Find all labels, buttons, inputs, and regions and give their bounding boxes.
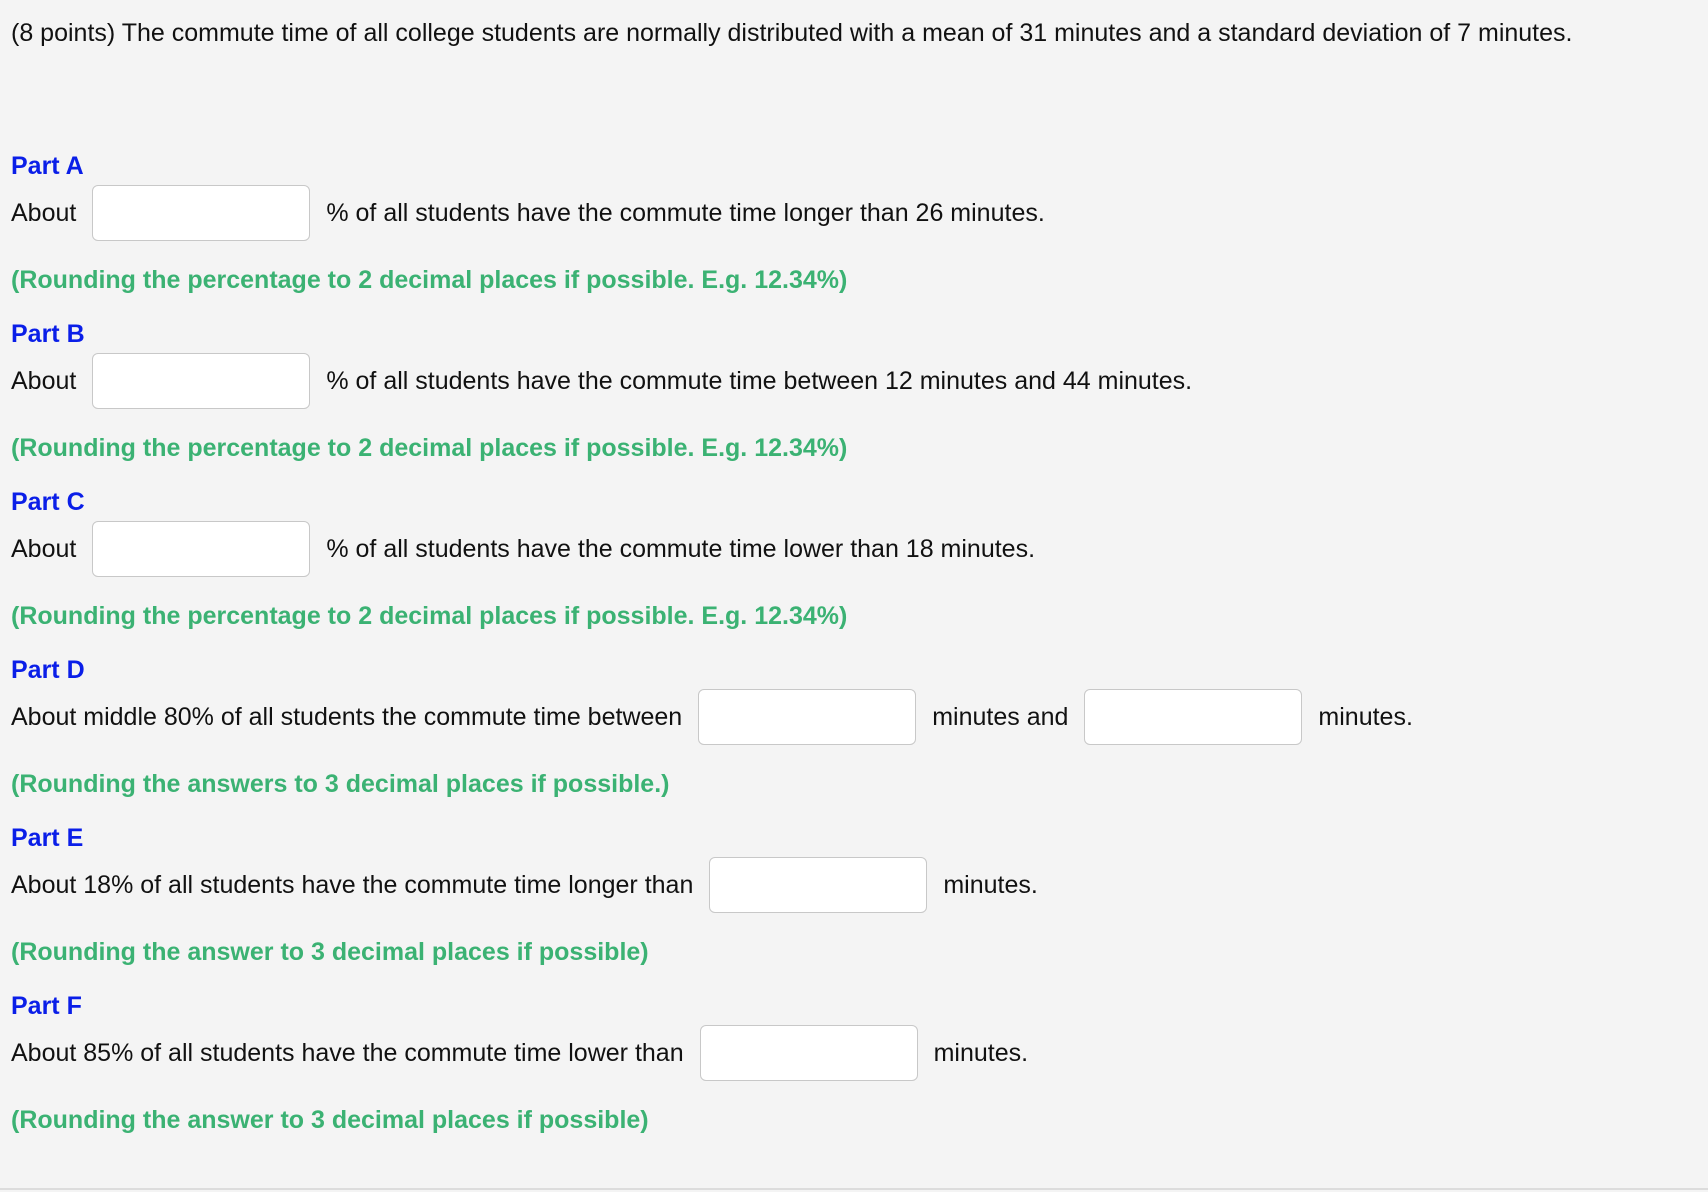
part-e-title: Part E: [11, 824, 84, 852]
part-c-prefix: About: [11, 534, 77, 563]
part-b-suffix: % of all students have the commute time between 12 minutes and 44 minutes.: [326, 366, 1193, 395]
part-c-suffix: % of all students have the commute time lower than 18 minutes.: [326, 534, 1036, 563]
part-d-lower-input[interactable]: [698, 689, 916, 745]
part-a-title: Part A: [11, 152, 84, 180]
bottom-divider: [0, 1188, 1708, 1190]
part-a-suffix: % of all students have the commute time longer than 26 minutes.: [326, 198, 1045, 227]
part-b-answer-input[interactable]: [92, 353, 310, 409]
part-a-hint: (Rounding the percentage to 2 decimal places if possible. E.g. 12.34%): [11, 266, 848, 294]
part-e-prefix: About 18% of all students have the commute time longer than: [11, 870, 694, 899]
part-c-title: Part C: [11, 488, 85, 516]
part-b-question: [11, 353, 1192, 409]
part-f-suffix: minutes.: [933, 1038, 1029, 1067]
part-a-prefix: About: [11, 198, 77, 227]
part-f-title: Part F: [11, 992, 82, 1020]
part-d-title: Part D: [11, 656, 85, 684]
part-b-title: Part B: [11, 320, 85, 348]
part-e-question: [11, 857, 1038, 913]
part-c-hint: (Rounding the percentage to 2 decimal places if possible. E.g. 12.34%): [11, 602, 848, 630]
part-c-question: [11, 521, 1035, 577]
part-a-answer-input[interactable]: [92, 185, 310, 241]
part-f-question: [11, 1025, 1028, 1081]
part-e-answer-input[interactable]: [709, 857, 927, 913]
part-f-hint: (Rounding the answer to 3 decimal places if possible): [11, 1106, 649, 1134]
part-a-question: [11, 185, 1045, 241]
problem-statement: (8 points) The commute time of all college students are normally distributed with a mean of 31 minutes and a standard deviation of 7 minutes.: [11, 19, 1573, 47]
part-d-middle: minutes and: [932, 702, 1069, 731]
part-e-hint: (Rounding the answer to 3 decimal places if possible): [11, 938, 649, 966]
part-d-hint: (Rounding the answers to 3 decimal places if possible.): [11, 770, 670, 798]
part-b-prefix: About: [11, 366, 77, 395]
part-b-hint: (Rounding the percentage to 2 decimal places if possible. E.g. 12.34%): [11, 434, 848, 462]
part-d-suffix: minutes.: [1318, 702, 1413, 731]
part-d-question: [11, 689, 1413, 745]
part-f-prefix: About 85% of all students have the commute time lower than: [11, 1038, 684, 1067]
part-c-answer-input[interactable]: [92, 521, 310, 577]
part-d-upper-input[interactable]: [1084, 689, 1302, 745]
part-e-suffix: minutes.: [943, 870, 1038, 899]
part-d-prefix: About middle 80% of all students the commute time between: [11, 702, 683, 731]
part-f-answer-input[interactable]: [700, 1025, 918, 1081]
